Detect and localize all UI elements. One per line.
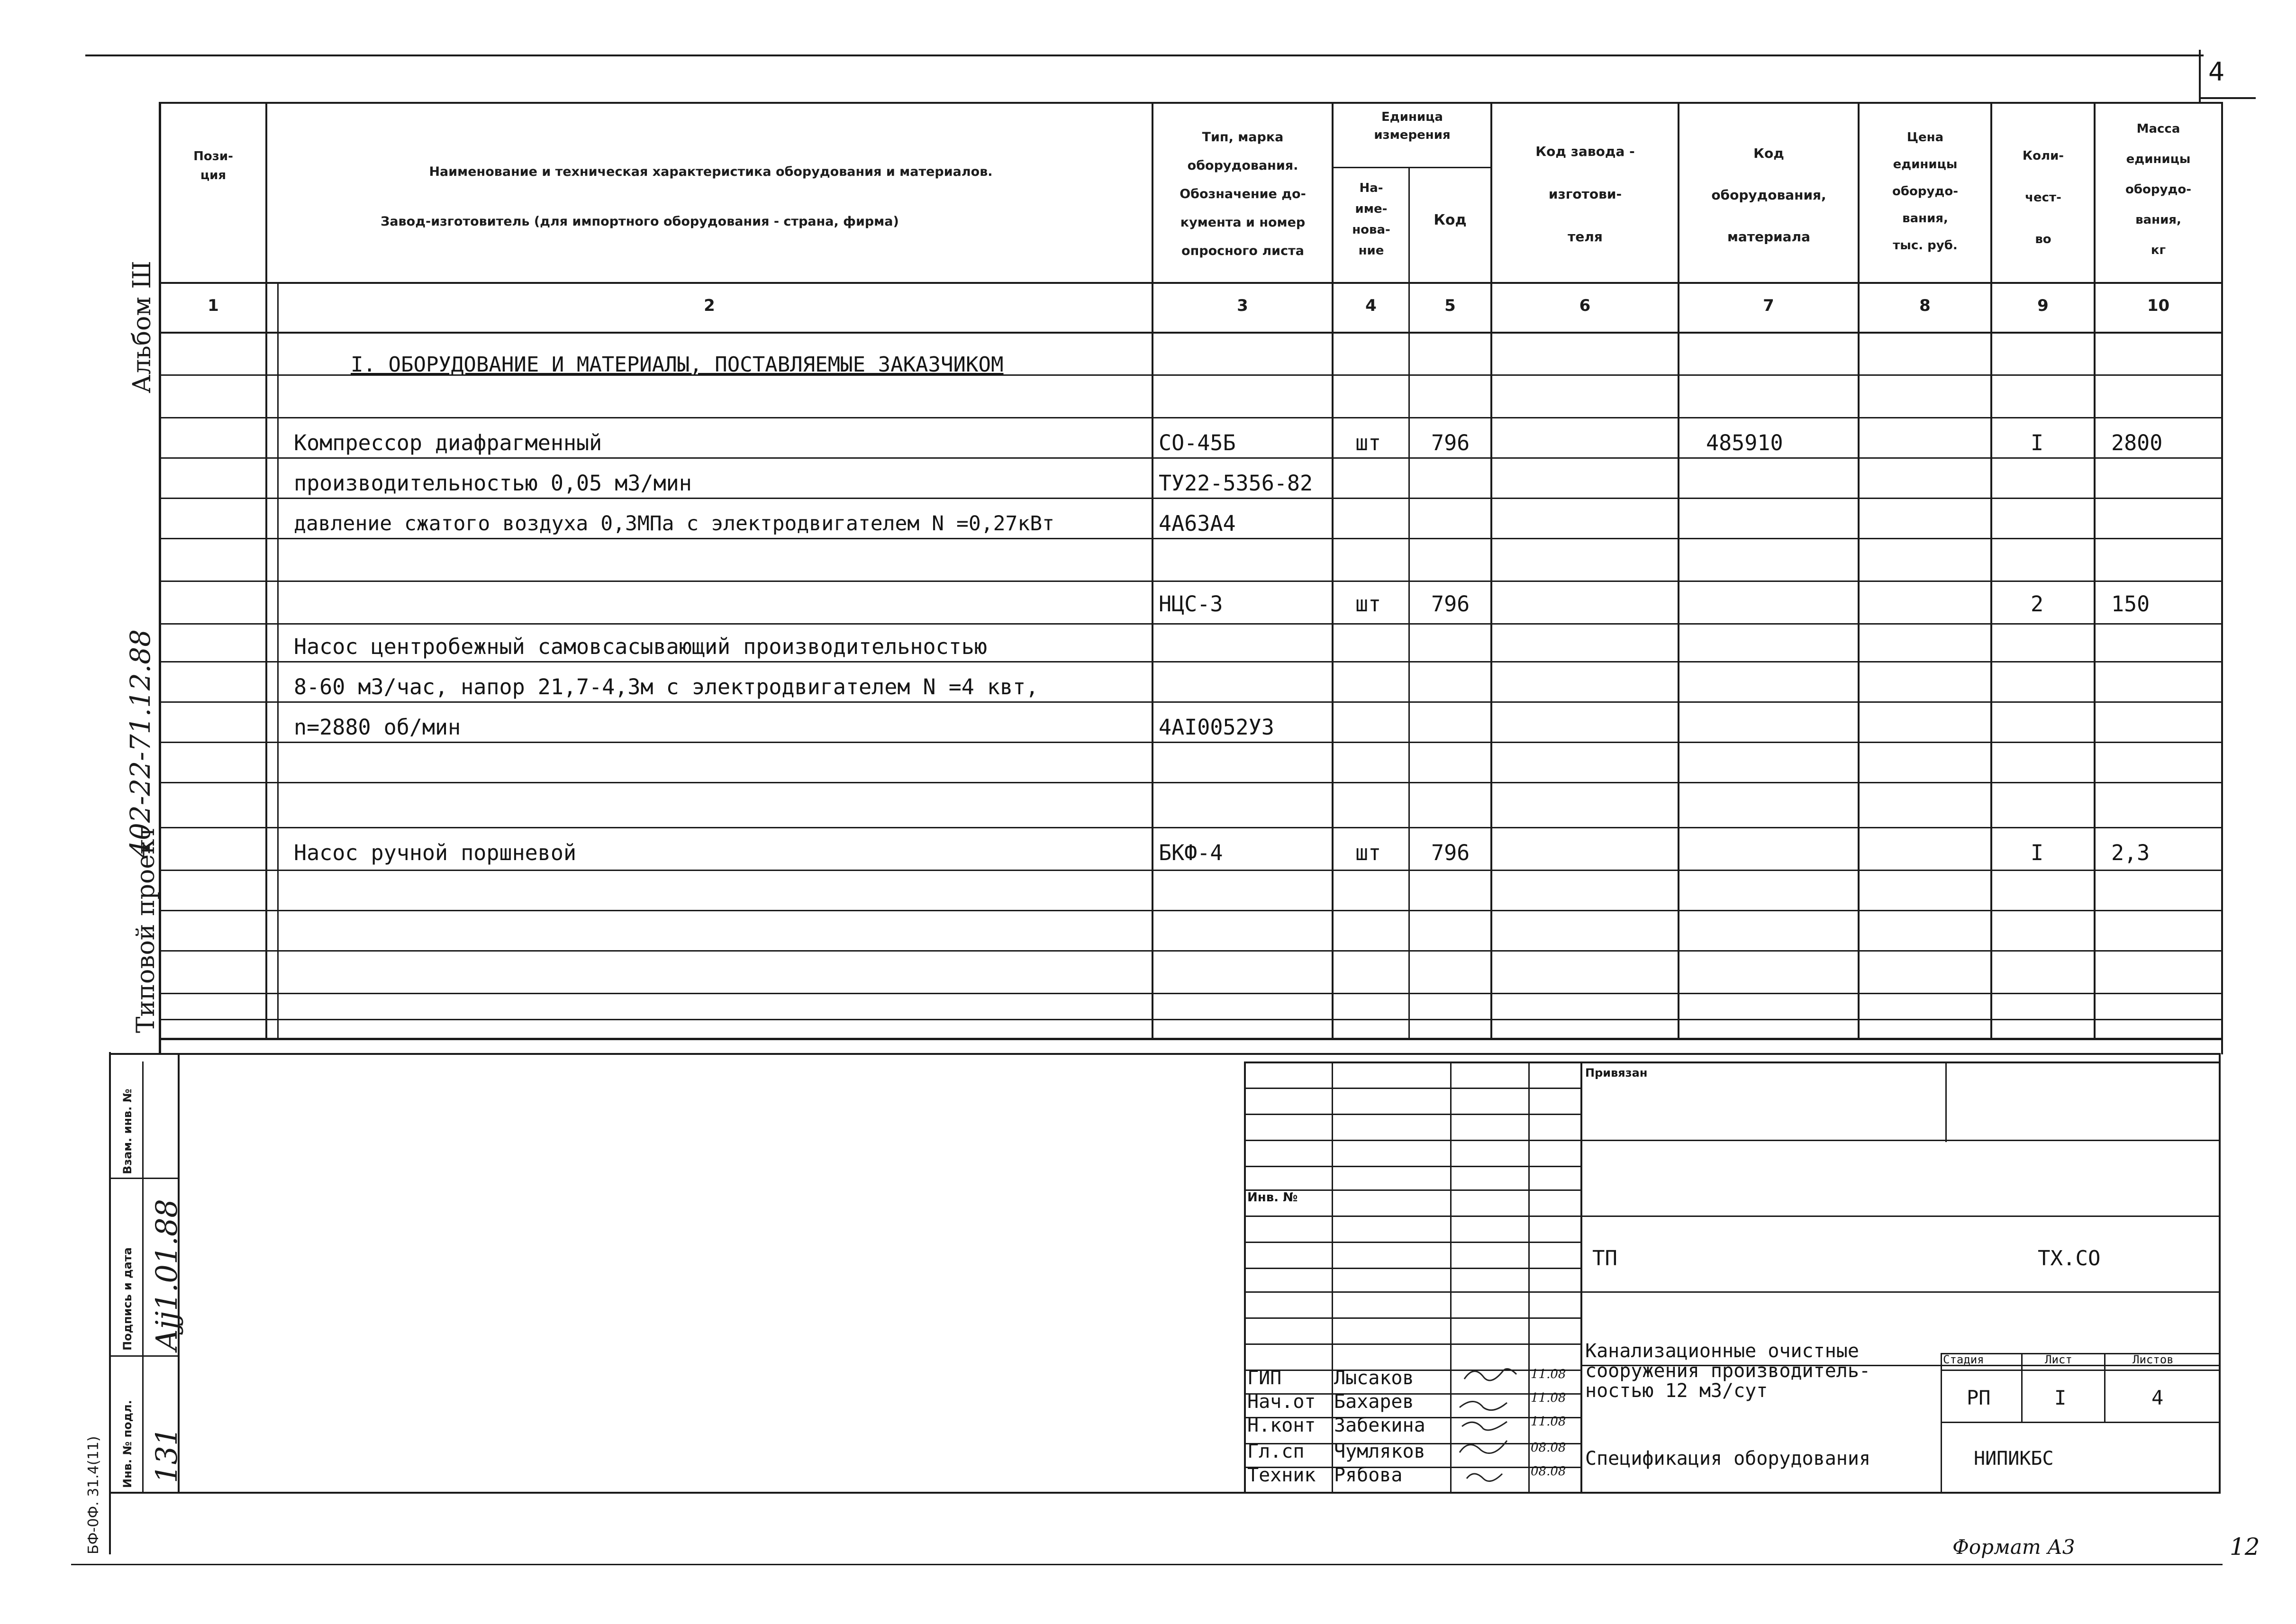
row-line [159,950,2223,952]
row-line [159,993,2223,994]
row-line [159,417,2223,418]
row-type: НЦС-3 [1159,591,1223,617]
row-name: Насос центробежный самовсасывающий производительностью [294,634,987,659]
tb-person-name: Забекина [1334,1415,1425,1436]
stamp-label-replace: Взам. инв. № [121,1089,134,1174]
row-qty: I [2031,430,2044,455]
stamp-inv-no: 131 [149,1427,184,1483]
tb-row-line [1244,1291,1580,1293]
tb-stage-label: Стадия [1943,1353,1984,1366]
tb-sheet: I [2054,1386,2067,1409]
stamp-label-sign: Подпись и дата [121,1247,134,1351]
header-unit-name: На- име- нова- ние [1352,181,1390,258]
column-number: 4 [1365,296,1377,315]
tb-row-line [1244,1166,1580,1167]
row-name: Компрессор диафрагменный [294,430,602,455]
row-mass: 150 [2111,591,2150,617]
column-number: 8 [1919,296,1931,315]
header-mass: Масса единицы оборудо- вания, кг [2125,122,2192,257]
tb-row-line [1244,1114,1580,1115]
header-unit-group: Единица измерения [1374,110,1451,142]
tb-object: Канализационные очистные сооружения производитель- ностью 12 м3/сут [1585,1340,1871,1402]
signatures [1450,1360,1531,1493]
album-label: Альбом Ш [128,261,156,393]
project-label: Типовой проект [132,825,160,1033]
signature-1 [1464,1369,1516,1380]
column-number: 2 [704,296,715,315]
stamp-sign-date: Ajj1.01.88 [149,1199,184,1351]
header-unit-code: Код [1434,212,1467,228]
tb-person-date: 11.08 [1531,1415,1566,1429]
tb-role: Н.конт [1247,1415,1316,1436]
row-type: 4А63А4 [1159,511,1236,536]
tb-org: НИПИКБС [1974,1448,2054,1470]
row-mat-code: 485910 [1706,430,1783,455]
row-line [159,827,2223,828]
row-unit: шт [1355,430,1381,455]
page-number: 12 [2230,1533,2260,1560]
row-line [159,782,2223,783]
format-label: Формат А3 [1952,1535,2075,1559]
row-line [159,1019,2223,1020]
column-number: 10 [2147,296,2170,315]
row-unit: шт [1355,840,1381,865]
header-factory-code: Код завода - изготови- теля [1535,144,1635,245]
column-number: 9 [2037,296,2049,315]
row-line [159,701,2223,703]
row-name: n=2880 об/мин [294,715,461,740]
row-line [159,623,2223,625]
tb-row-line [1244,1343,1580,1345]
row-unit: шт [1355,591,1381,617]
tb-role: Нач.от [1247,1391,1316,1413]
tb-person-date: 11.08 [1531,1367,1566,1381]
row-name: Насос ручной поршневой [294,840,577,865]
tb-row-line [1244,1088,1580,1089]
header-type: Тип, марка оборудования. Обозначение до- кумента и номер опросного листа [1180,130,1306,258]
signature-2 [1460,1402,1507,1410]
row-type: 4АI0052У3 [1159,715,1274,740]
tb-role: ГИП [1247,1367,1282,1389]
tb-row-line [1244,1242,1580,1243]
row-name: 8-60 м3/час, напор 21,7-4,3м с электродвигателем N =4 квт, [294,674,1039,699]
column-number: 6 [1579,296,1591,315]
row-qty: 2 [2031,591,2044,617]
row-line [159,870,2223,871]
tb-role: Гл.сп [1247,1441,1305,1462]
tb-row-line [1244,1317,1580,1319]
tb-sheets-label: Листов [2133,1353,2174,1366]
row-line [159,538,2223,539]
tb-sheet-label: Лист [2045,1353,2072,1366]
row-type: СО-45Б [1159,430,1236,455]
row-mass: 2,3 [2111,840,2150,865]
sheet-corner-number: 4 [2208,57,2225,87]
row-line [159,581,2223,582]
tb-privyazan: Привязан [1585,1066,1648,1080]
column-number: 7 [1763,296,1774,315]
header-position: Пози- ция [193,149,233,182]
header-price: Цена единицы оборудо- вания, тыс. руб. [1892,130,1959,253]
left-margin-code: БФ-0Ф. 31.4(11) [85,1436,102,1554]
column-number: 3 [1237,296,1248,315]
tb-role: Техник [1247,1464,1316,1486]
tb-person-name: Бахарев [1334,1391,1414,1413]
signature-3 [1462,1422,1507,1430]
column-number: 5 [1444,296,1456,315]
tb-person-date: 08.08 [1531,1441,1566,1455]
tb-row-line [1244,1216,1580,1217]
row-line [159,661,2223,662]
project-code: 402-22-71.12.88 [124,629,156,858]
header-name: Наименование и техническая характеристика оборудования и материалов. Завод-изготовитель (для импортного оборудования - страна, фирма) [381,164,993,229]
header-material-code: Код оборудования, материала [1711,145,1826,245]
row-mass: 2800 [2111,430,2163,455]
tb-sheets: 4 [2151,1386,2164,1409]
tb-person-name: Чумляков [1334,1441,1425,1462]
tb-person-date: 11.08 [1531,1391,1566,1405]
stamp-label-inv: Инв. № подл. [121,1400,134,1488]
tb-stage: РП [1967,1386,1991,1409]
row-qty: I [2031,840,2044,865]
row-code: 796 [1431,430,1470,455]
signature-4 [1460,1441,1507,1453]
row-code: 796 [1431,591,1470,617]
tb-person-name: Рябова [1334,1464,1403,1486]
signature-5 [1467,1474,1502,1481]
section-title: I. ОБОРУДОВАНИЕ И МАТЕРИАЛЫ, ПОСТАВЛЯЕМЫЕ ЗАКАЗЧИКОМ [351,353,1004,377]
row-line [159,457,2223,459]
row-type: ТУ22-5356-82 [1159,471,1313,496]
row-name: давление сжатого воздуха 0,3МПа с электродвигателем N =0,27кВт [294,512,1055,535]
row-line [159,498,2223,499]
header-quantity: Коли- чест- во [2022,149,2064,246]
row-line [159,742,2223,743]
row-code: 796 [1431,840,1470,865]
tb-person-name: Лысаков [1334,1367,1414,1389]
row-type: БКФ-4 [1159,840,1223,865]
column-number: 1 [208,296,219,315]
tb-tp: ТП [1592,1246,1617,1270]
row-name: производительностью 0,05 м3/мин [294,471,692,496]
tb-doc-title: Спецификация оборудования [1585,1448,1871,1470]
tb-row-line [1244,1268,1580,1269]
tb-inv-no: Инв. № [1247,1190,1298,1205]
tb-doc-code: ТХ.СО [2038,1246,2101,1270]
tb-person-date: 08.08 [1531,1464,1566,1479]
tb-row-line [1244,1140,1580,1141]
row-line [159,910,2223,911]
